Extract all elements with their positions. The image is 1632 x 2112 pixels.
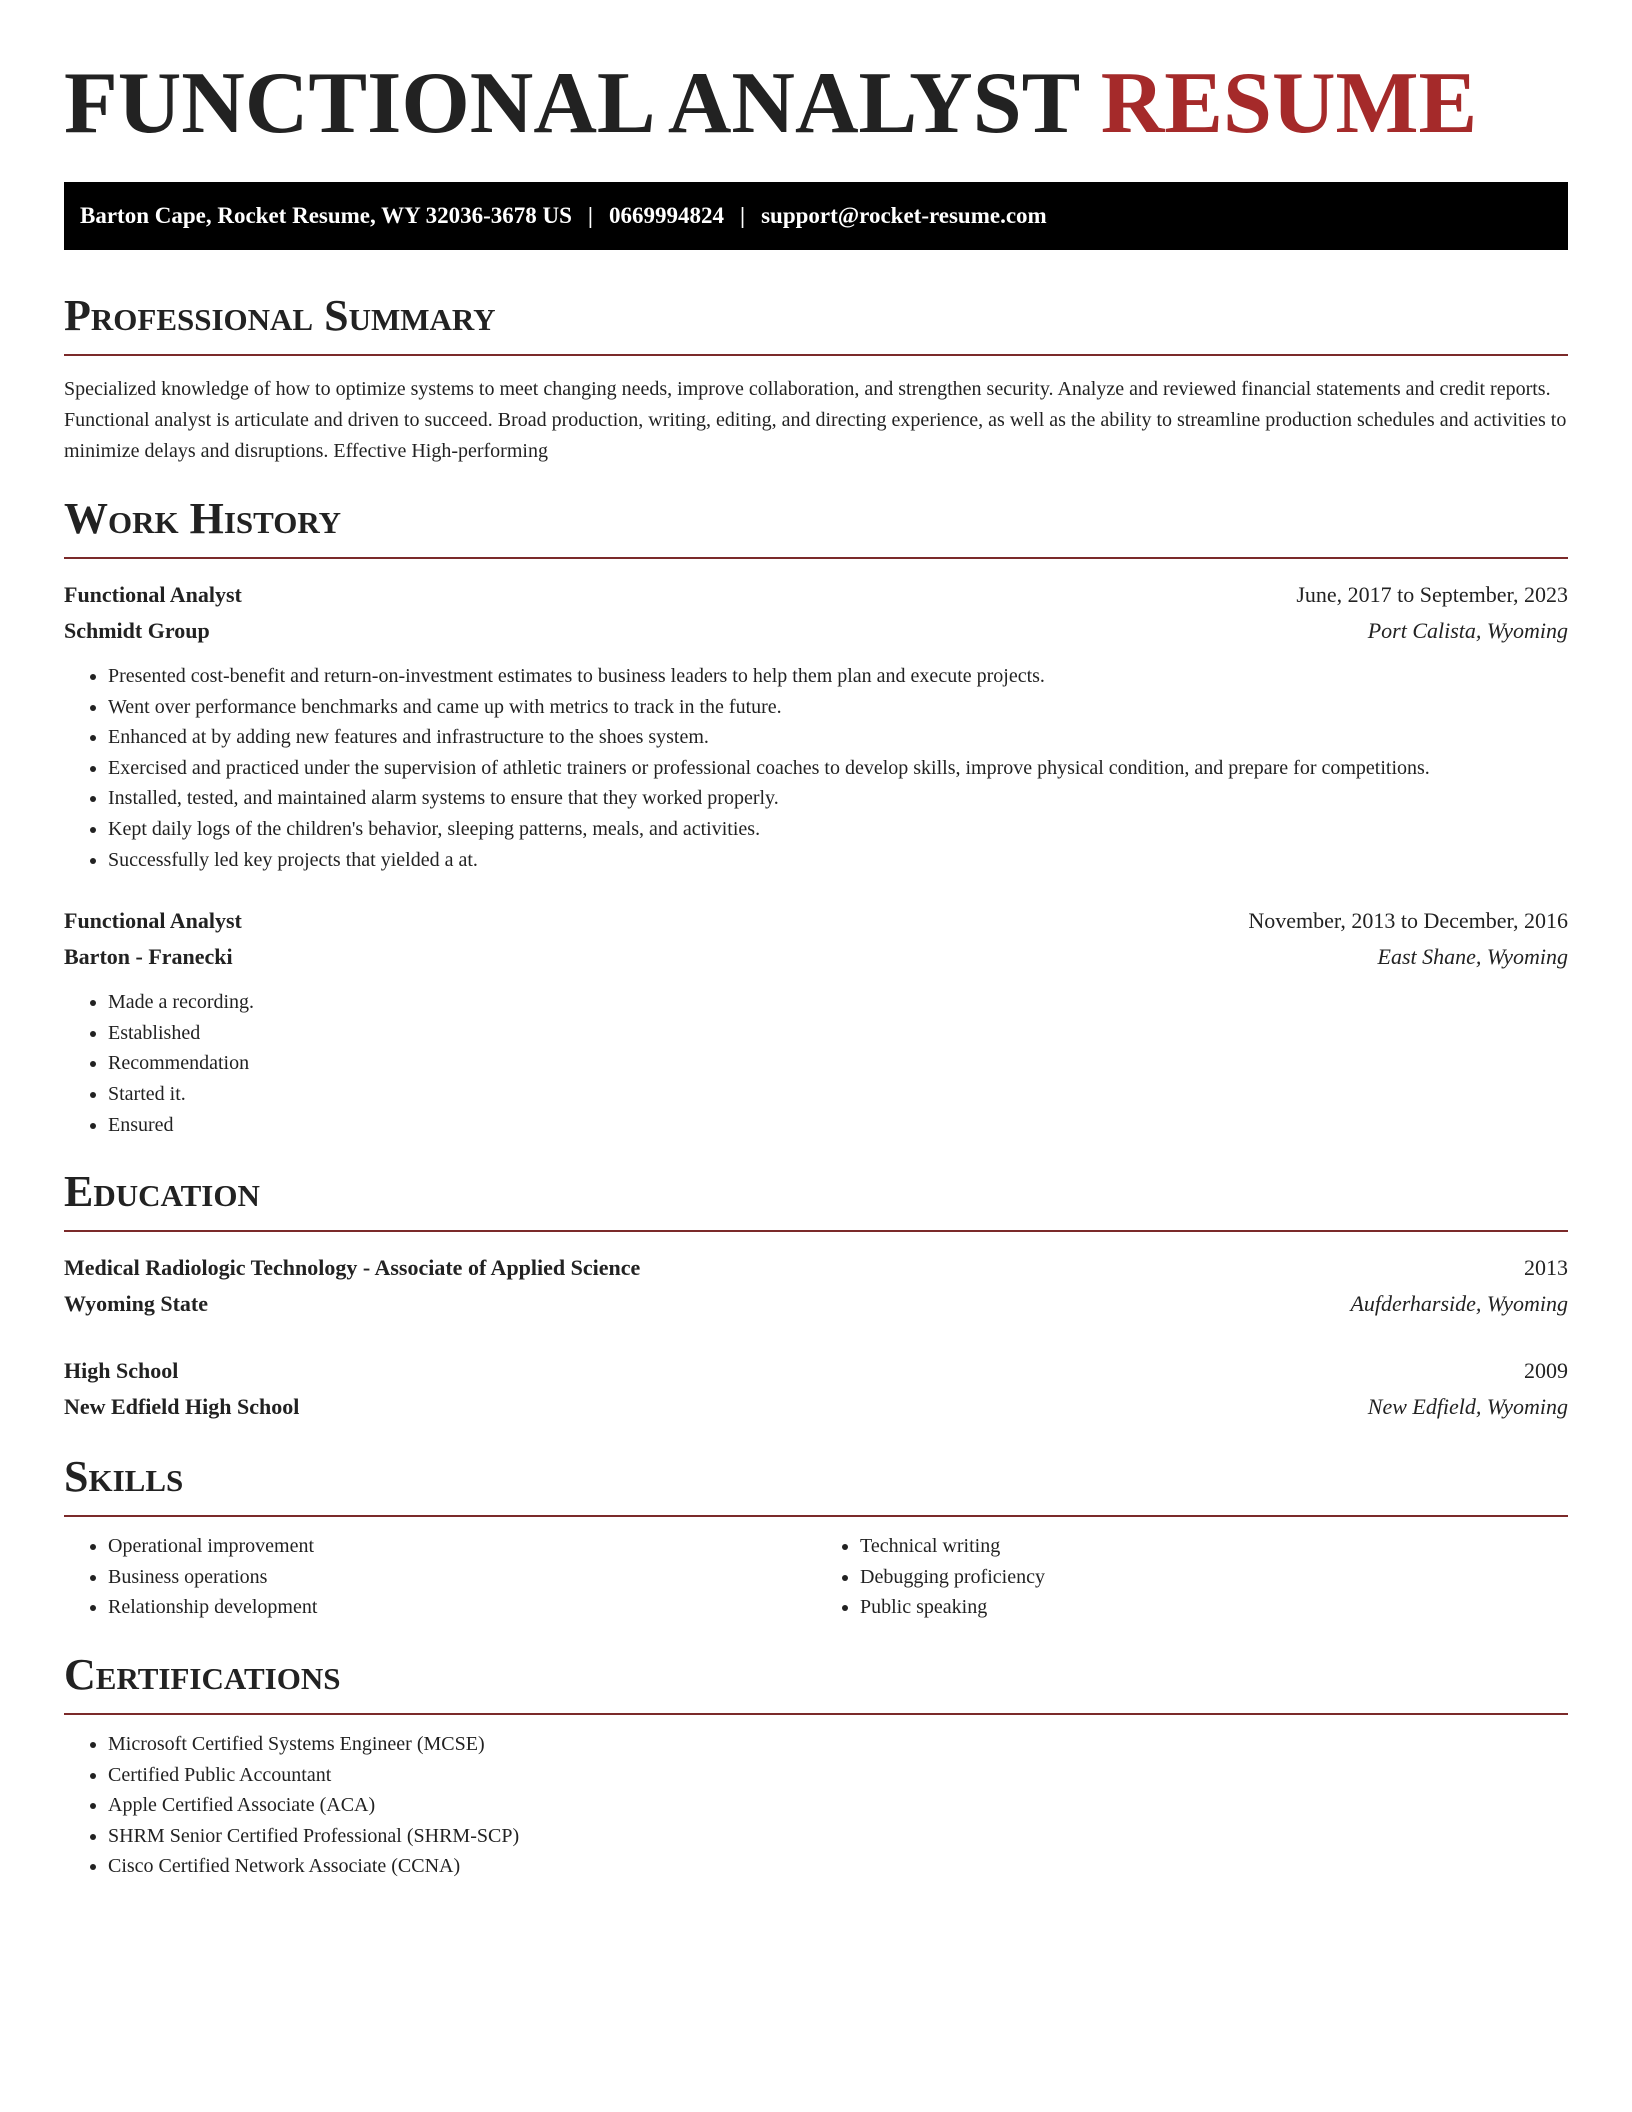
job-entry — [64, 903, 1568, 1140]
summary-section — [64, 290, 1568, 467]
skill-item: • Business operations — [108, 1562, 816, 1593]
certifications-section — [64, 1649, 1568, 1882]
work-history-heading: Work History — [64, 493, 1568, 559]
job-location: East Shane, Wyoming — [1377, 944, 1568, 970]
summary-heading: Professional Summary — [64, 290, 1568, 356]
job-entry — [64, 577, 1568, 875]
contact-phone: 0669994824 — [609, 203, 724, 228]
education-year: 2009 — [1524, 1358, 1568, 1384]
education-location: New Edfield, Wyoming — [1367, 1394, 1568, 1420]
job-dates: June, 2017 to September, 2023 — [1296, 582, 1568, 607]
list-item: • Exercised and practiced under the supervision of athletic trainers or professional coaches to develop skills, improve physical condition, and prepare for competitions. — [108, 753, 1568, 784]
skills-section — [64, 1451, 1568, 1623]
title-main: FUNCTIONAL ANALYST — [64, 55, 1079, 152]
education-degree: Medical Radiologic Technology - Associate of Applied Science — [64, 1255, 641, 1281]
education-heading: Education — [64, 1166, 1568, 1232]
education-year: 2013 — [1524, 1255, 1568, 1281]
list-item: • SHRM Senior Certified Professional (SHRM-SCP) — [108, 1821, 1568, 1852]
resume-title — [64, 54, 1568, 154]
list-item: • Went over performance benchmarks and came up with metrics to track in the future. — [108, 692, 1568, 723]
list-item: • Started it. — [108, 1079, 1568, 1110]
list-item: • Apple Certified Associate (ACA) — [108, 1790, 1568, 1821]
list-item: • Successfully led key projects that yielded a at. — [108, 845, 1568, 876]
certifications-list — [64, 1729, 1568, 1882]
contact-separator: | — [587, 203, 593, 228]
list-item: • Recommendation — [108, 1048, 1568, 1079]
job-bullets — [64, 987, 1568, 1140]
skill-item: • Operational improvement — [108, 1531, 816, 1562]
list-item: • Microsoft Certified Systems Engineer (MCSE) — [108, 1729, 1568, 1760]
job-company: Barton - Franecki — [64, 944, 233, 970]
job-title: Functional Analyst — [64, 582, 242, 607]
list-item: • Established — [108, 1018, 1568, 1049]
skill-item: • Technical writing — [860, 1531, 1568, 1562]
skill-item: • Public speaking — [860, 1592, 1568, 1623]
resume-page — [64, 0, 1568, 1882]
skills-column-right — [816, 1531, 1568, 1623]
contact-bar — [64, 182, 1568, 250]
job-title: Functional Analyst — [64, 908, 242, 934]
skill-item: • Debugging proficiency — [860, 1562, 1568, 1593]
job-bullets — [64, 661, 1568, 875]
list-item: • Presented cost-benefit and return-on-investment estimates to business leaders to help them plan and execute projects. — [108, 661, 1568, 692]
education-degree: High School — [64, 1358, 179, 1384]
list-item: • Made a recording. — [108, 987, 1568, 1018]
skills-column-left — [64, 1531, 816, 1623]
job-dates: November, 2013 to December, 2016 — [1248, 908, 1568, 934]
skills-heading: Skills — [64, 1451, 1568, 1517]
education-entry — [64, 1353, 1568, 1425]
education-section — [64, 1166, 1568, 1425]
list-item: • Installed, tested, and maintained alarm systems to ensure that they worked properly. — [108, 783, 1568, 814]
education-location: Aufderharside, Wyoming — [1350, 1291, 1568, 1317]
work-history-section — [64, 493, 1568, 1140]
education-school: New Edfield High School — [64, 1394, 300, 1420]
list-item: • Certified Public Accountant — [108, 1760, 1568, 1791]
job-company: Schmidt Group — [64, 618, 210, 643]
contact-separator: | — [740, 203, 746, 228]
education-school: Wyoming State — [64, 1291, 209, 1317]
certifications-heading: Certifications — [64, 1649, 1568, 1715]
skill-item: • Relationship development — [108, 1592, 816, 1623]
job-location: Port Calista, Wyoming — [1367, 618, 1568, 643]
contact-address: Barton Cape, Rocket Resume, WY 32036-3678 US — [80, 203, 572, 228]
list-item: • Kept daily logs of the children's behavior, sleeping patterns, meals, and activities. — [108, 814, 1568, 845]
list-item: • Enhanced at by adding new features and infrastructure to the shoes system. — [108, 722, 1568, 753]
skills-grid — [64, 1531, 1568, 1623]
list-item: • Cisco Certified Network Associate (CCNA) — [108, 1851, 1568, 1882]
title-accent: RESUME — [1100, 55, 1478, 152]
summary-text: Specialized knowledge of how to optimize systems to meet changing needs, improve collaboration, and strengthen security. Analyze and reviewed financial statements and credit reports. Functional analyst is articulate and driven to succeed. Broad production, writing, editing, and directing experience, as well as the ability to streamline production schedules and activities to minimize delays and disruptions. Effective High-performing — [64, 378, 1567, 462]
contact-email: support@rocket-resume.com — [761, 203, 1047, 228]
list-item: • Ensured — [108, 1110, 1568, 1141]
education-entry — [64, 1250, 1568, 1322]
